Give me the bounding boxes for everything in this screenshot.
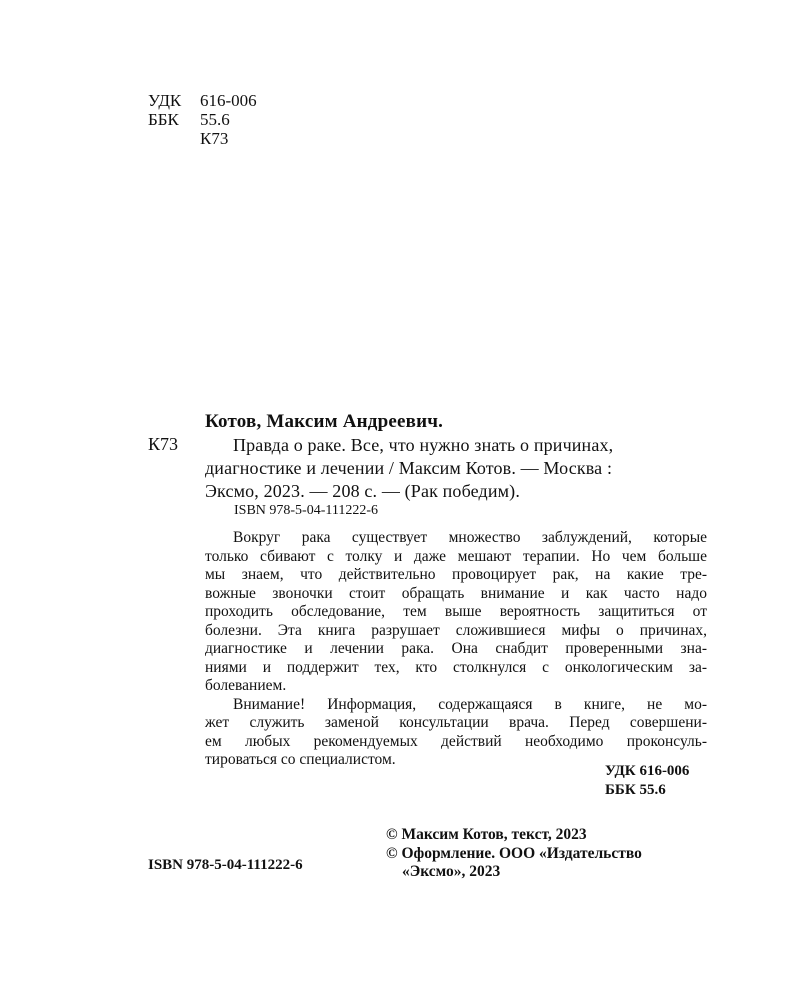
copyright-block <box>386 826 642 882</box>
annotation-line: вожные звоночки стоит обращать внимание и как часто надо <box>205 584 707 602</box>
annotation-line: болезни. Эта книга разрушает сложившиеся мифы о причинах, <box>205 621 707 639</box>
annotation-line: ниями и поддержит тех, кто столкнулся с онкологическим за- <box>205 658 707 676</box>
bbk-value: 55.6 <box>200 110 230 129</box>
bbk-label: ББК <box>148 110 179 129</box>
copyright-line: © Максим Котов, текст, 2023 <box>386 826 587 843</box>
author-sign: К73 <box>148 434 179 454</box>
annotation-line: болеванием. <box>205 677 287 694</box>
title-block <box>205 434 613 503</box>
isbn-line: ISBN 978-5-04-111222-6 <box>234 503 379 518</box>
classification-block <box>605 762 689 800</box>
annotation-line: ем любых рекомендуемых действий необходимо проконсуль- <box>205 732 707 750</box>
title-line: Правда о раке. Все, что нужно знать о причинах, <box>233 435 614 455</box>
annotation <box>205 529 707 770</box>
udk-value: 616-006 <box>200 91 257 110</box>
udk-label: УДК <box>148 91 182 110</box>
annotation-line: Вокруг рака существует множество заблуждений, которые <box>233 529 707 546</box>
isbn-bottom: ISBN 978-5-04-111222-6 <box>148 857 303 873</box>
annotation-line: проходить обследование, тем выше вероятность защититься от <box>205 603 707 620</box>
copyright-line: «Эксмо», 2023 <box>402 863 501 880</box>
annotation-line: жет служить заменой консультации врача. Перед совершени- <box>205 714 707 731</box>
annotation-line: Внимание! Информация, содержащаяся в книге, не мо- <box>233 695 707 713</box>
title-line: диагностике и лечении / Максим Котов. — Москва : <box>205 458 613 478</box>
annotation-line: только сбивают с толку и даже мешают терапии. Но чем больше <box>205 547 707 565</box>
author-heading: Котов, Максим Андреевич. <box>205 411 444 432</box>
annotation-line: мы знаем, что действительно провоцирует рак, на какие тре- <box>205 566 707 583</box>
title-line: Эксмо, 2023. — 208 с. — (Рак победим). <box>205 481 520 501</box>
annotation-line: тироваться со специалистом. <box>205 751 396 768</box>
copyright-line: © Оформление. ООО «Издательство <box>386 844 642 862</box>
udk-code: УДК 616-006 <box>605 763 690 779</box>
bbk-code: ББК 55.6 <box>605 782 666 798</box>
annotation-line: диагностике и лечении рака. Она снабдит проверенными зна- <box>205 640 707 657</box>
author-sign-top: К73 <box>200 129 229 148</box>
